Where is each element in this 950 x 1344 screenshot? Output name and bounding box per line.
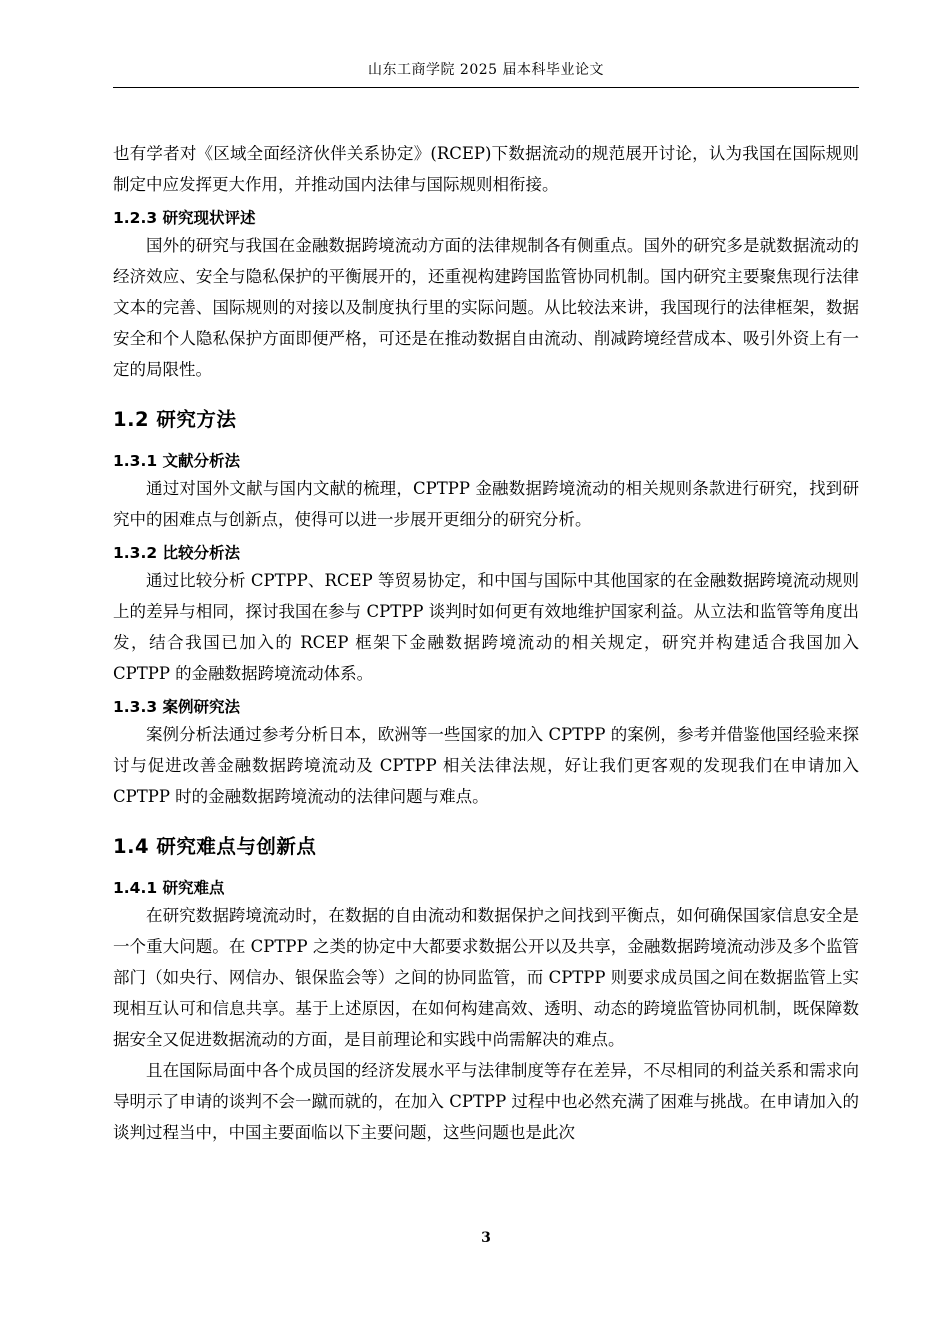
document-body	[113, 138, 859, 1148]
paragraph-case: 案例分析法通过参考分析日本，欧洲等一些国家的加入 CPTPP 的案例，参考并借鉴他国经验来探讨与促进改善金融数据跨境流动及 CPTPP 相关法律法规，好让我们更客观的发现我们在申请加入 CPTPP 时的金融数据跨境流动的法律问题与难点。	[113, 725, 859, 806]
heading-1-4: 1.4 研究难点与创新点	[113, 835, 317, 858]
heading-1-3-3: 1.3.3 案例研究法	[113, 698, 241, 716]
paragraph-intro: 也有学者对《区域全面经济伙伴关系协定》(RCEP)下数据流动的规范展开讨论，认为我国在国际规则制定中应发挥更大作用，并推动国内法律与国际规则相衔接。	[113, 144, 859, 194]
header-divider	[113, 87, 859, 88]
running-header: 山东工商学院 2025 届本科毕业论文	[367, 62, 605, 78]
paragraph-review: 国外的研究与我国在金融数据跨境流动方面的法律规制各有侧重点。国外的研究多是就数据流动的经济效应、安全与隐私保护的平衡展开的，还重视构建跨国监管协同机制。国内研究主要聚焦现行法律文本的完善、国际规则的对接以及制度执行里的实际问题。从比较法来讲，我国现行的法律框架，数据安全和个人隐私保护方面即便严格，可还是在推动数据自由流动、削减跨境经营成本、吸引外资上有一定的局限性。	[113, 236, 859, 379]
paragraph-comparative: 通过比较分析 CPTPP、RCEP 等贸易协定，和中国与国际中其他国家的在金融数据跨境流动规则上的差异与相同，探讨我国在参与 CPTPP 谈判时如何更有效地维护国家利益。从立法和监管等角度出发，结合我国已加入的 RCEP 框架下金融数据跨境流动的相关规定，研究并构建适合我国加入 CPTPP 的金融数据跨境流动体系。	[113, 571, 859, 683]
heading-1-3-2: 1.3.2 比较分析法	[113, 544, 241, 562]
heading-1-2-3: 1.2.3 研究现状评述	[113, 209, 256, 227]
paragraph-literature: 通过对国外文献与国内文献的梳理，CPTPP 金融数据跨境流动的相关规则条款进行研究，找到研究中的困难点与创新点，使得可以进一步展开更细分的研究分析。	[113, 479, 859, 529]
paragraph-difficulty-1: 在研究数据跨境流动时，在数据的自由流动和数据保护之间找到平衡点，如何确保国家信息安全是一个重大问题。在 CPTPP 之类的协定中大都要求数据公开以及共享，金融数据跨境流动涉及多个监管部门（如央行、网信办、银保监会等）之间的协同监管，而 CPTPP 则要求成员国之间在数据监管上实现相互认可和信息共享。基于上述原因，在如何构建高效、透明、动态的跨境监管协同机制，既保障数据安全又促进数据流动的方面，是目前理论和实践中尚需解决的难点。	[113, 906, 859, 1049]
heading-1-4-1: 1.4.1 研究难点	[113, 879, 225, 897]
heading-1-3-1: 1.3.1 文献分析法	[113, 452, 241, 470]
heading-1-2: 1.2 研究方法	[113, 408, 237, 431]
page-number: 3	[481, 1230, 491, 1246]
paragraph-difficulty-2: 且在国际局面中各个成员国的经济发展水平与法律制度等存在差异，不尽相同的利益关系和需求向导明示了申请的谈判不会一蹴而就的，在加入 CPTPP 过程中也必然充满了困难与挑战。在申请加入的谈判过程当中，中国主要面临以下主要问题，这些问题也是此次	[113, 1061, 859, 1142]
